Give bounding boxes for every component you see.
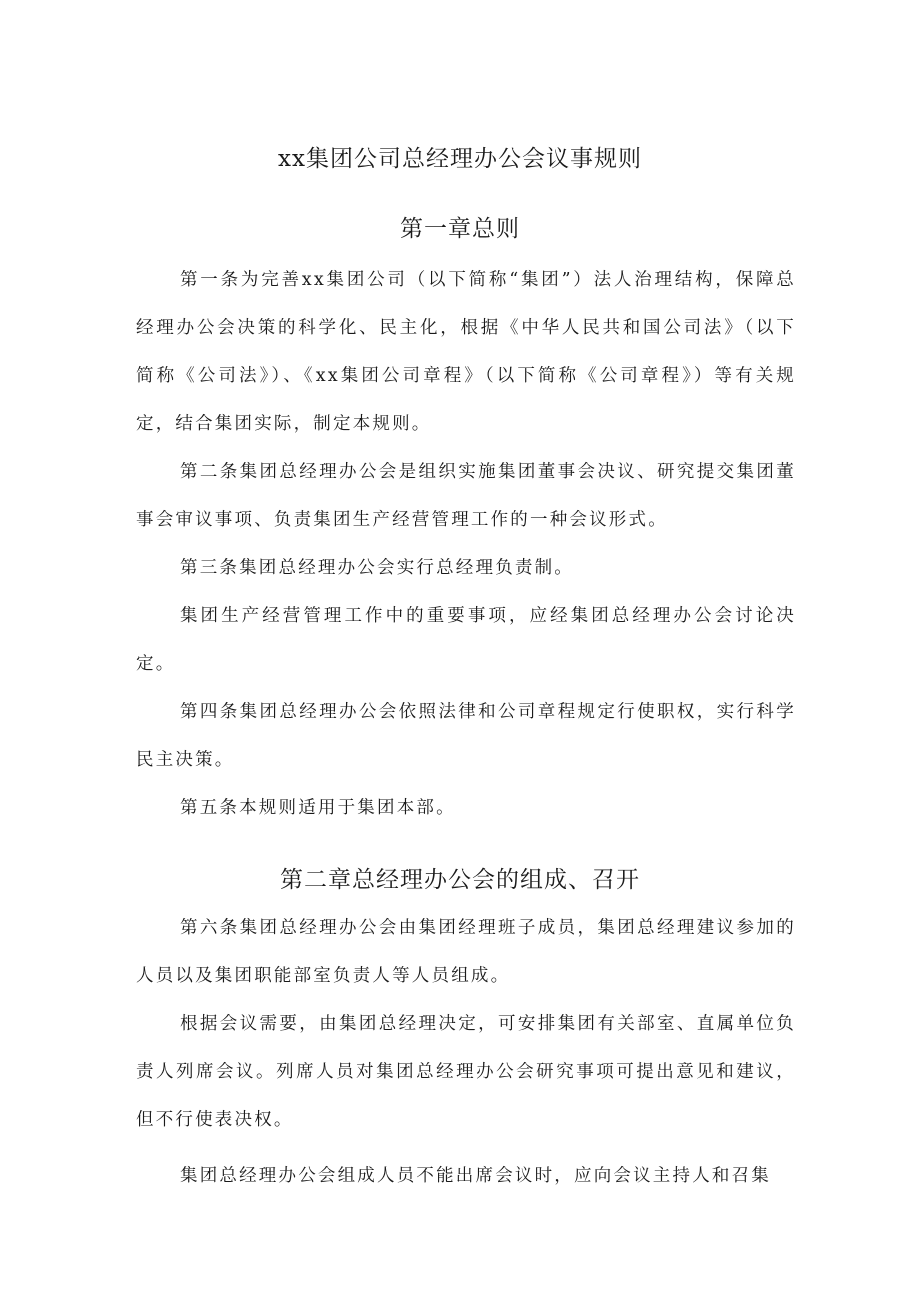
- paragraph-article-5: 第五条本规则适用于集团本部。: [180, 798, 456, 818]
- paragraph-absence: 集团总经理办公会组成人员不能出席会议时，应向会议主持人和召集: [180, 1166, 771, 1186]
- chapter-1-heading: 第一章总则: [400, 216, 520, 242]
- chapter-2-heading: 第二章总经理办公会的组成、召开: [280, 867, 640, 893]
- paragraph-article-6: 第六条集团总经理办公会由集团经理班子成员，集团总经理建议参加的人员以及集团职能部室负责人等人员组成。: [136, 918, 796, 986]
- paragraph-article-2: 第二条集团总经理办公会是组织实施集团董事会决议、研究提交集团董事会审议事项、负责集团生产经营管理工作的一种会议形式。: [136, 462, 796, 530]
- paragraph-article-3: 第三条集团总经理办公会实行总经理负责制。: [180, 558, 574, 578]
- paragraph-important-matters: 集团生产经营管理工作中的重要事项，应经集团总经理办公会讨论决定。: [136, 606, 796, 674]
- paragraph-article-1: 第一条为完善xx集团公司（以下简称“集团”）法人治理结构，保障总经理办公会决策的科学化、民主化，根据《中华人民共和国公司法》（以下简称《公司法》）、《xx集团公司章程》（以下简称《公司章程》）等有关规定，结合集团实际，制定本规则。: [136, 270, 796, 434]
- document-title: xx集团公司总经理办公会议事规则: [278, 146, 642, 172]
- paragraph-article-4: 第四条集团总经理办公会依照法律和公司章程规定行使职权，实行科学民主决策。: [136, 702, 796, 770]
- paragraph-attendees: 根据会议需要，由集团总经理决定，可安排集团有关部室、直属单位负责人列席会议。列席人员对集团总经理办公会研究事项可提出意见和建议，但不行使表决权。: [136, 1014, 796, 1130]
